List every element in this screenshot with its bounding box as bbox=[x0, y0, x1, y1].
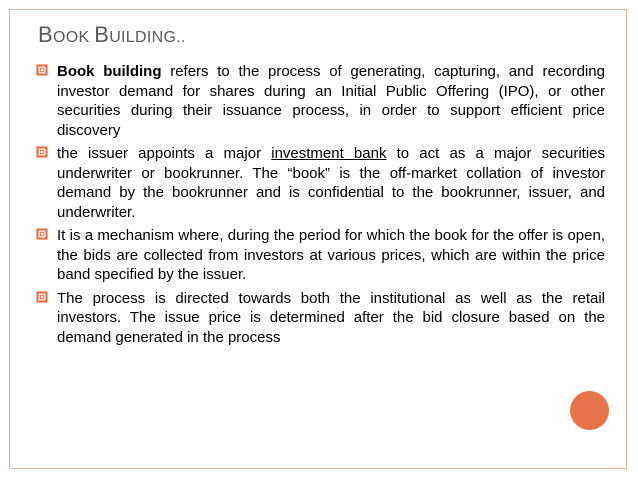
investment-bank-link[interactable]: investment bank bbox=[271, 145, 387, 162]
title-suffix: .. bbox=[176, 29, 186, 46]
bullet-item bbox=[36, 62, 605, 140]
title-cap-letter: B bbox=[38, 22, 53, 47]
orange-circle-icon bbox=[570, 391, 609, 430]
bullet-item bbox=[36, 289, 605, 348]
bullet-item bbox=[36, 226, 605, 285]
slide-title bbox=[38, 22, 186, 48]
bullet-text: It is a mechanism where, during the period for which the book for the offer is open, the bids are collected from investors at various prices, which are within the price band specified by the issuer. bbox=[57, 227, 605, 283]
hollow-square-bullet-icon bbox=[36, 146, 48, 158]
bullet-item bbox=[36, 144, 605, 222]
title-small-caps: OOK bbox=[52, 29, 95, 46]
hollow-square-bullet-icon bbox=[36, 291, 48, 303]
title-small-caps-2: UILDING bbox=[109, 29, 177, 46]
bullet-text-before: the issuer appoints a major bbox=[57, 145, 272, 162]
bullet-bold-lead: Book building bbox=[57, 63, 162, 80]
hollow-square-bullet-icon bbox=[36, 228, 48, 240]
bullet-text: refers to the process of generating, capturing, and recording investor demand for shares during an Initial Public Offering (IPO), or other securities during their issuance process, in order to support efficient price discovery bbox=[57, 63, 605, 139]
hollow-square-bullet-icon bbox=[36, 64, 48, 76]
bullet-list bbox=[36, 62, 605, 351]
title-cap-letter-2: B bbox=[94, 22, 110, 47]
bullet-text: The process is directed towards both the institutional as well as the retail investors. The issue price is determined after the bid closure based on the demand generated in the process bbox=[57, 289, 605, 346]
bullet-text-after: to act as a major securities underwriter or bookrunner. The “book” is the off-market collation of investor demand by the bookrunner and is confidential to the bookrunner, issuer, and underwriter. bbox=[57, 145, 606, 221]
